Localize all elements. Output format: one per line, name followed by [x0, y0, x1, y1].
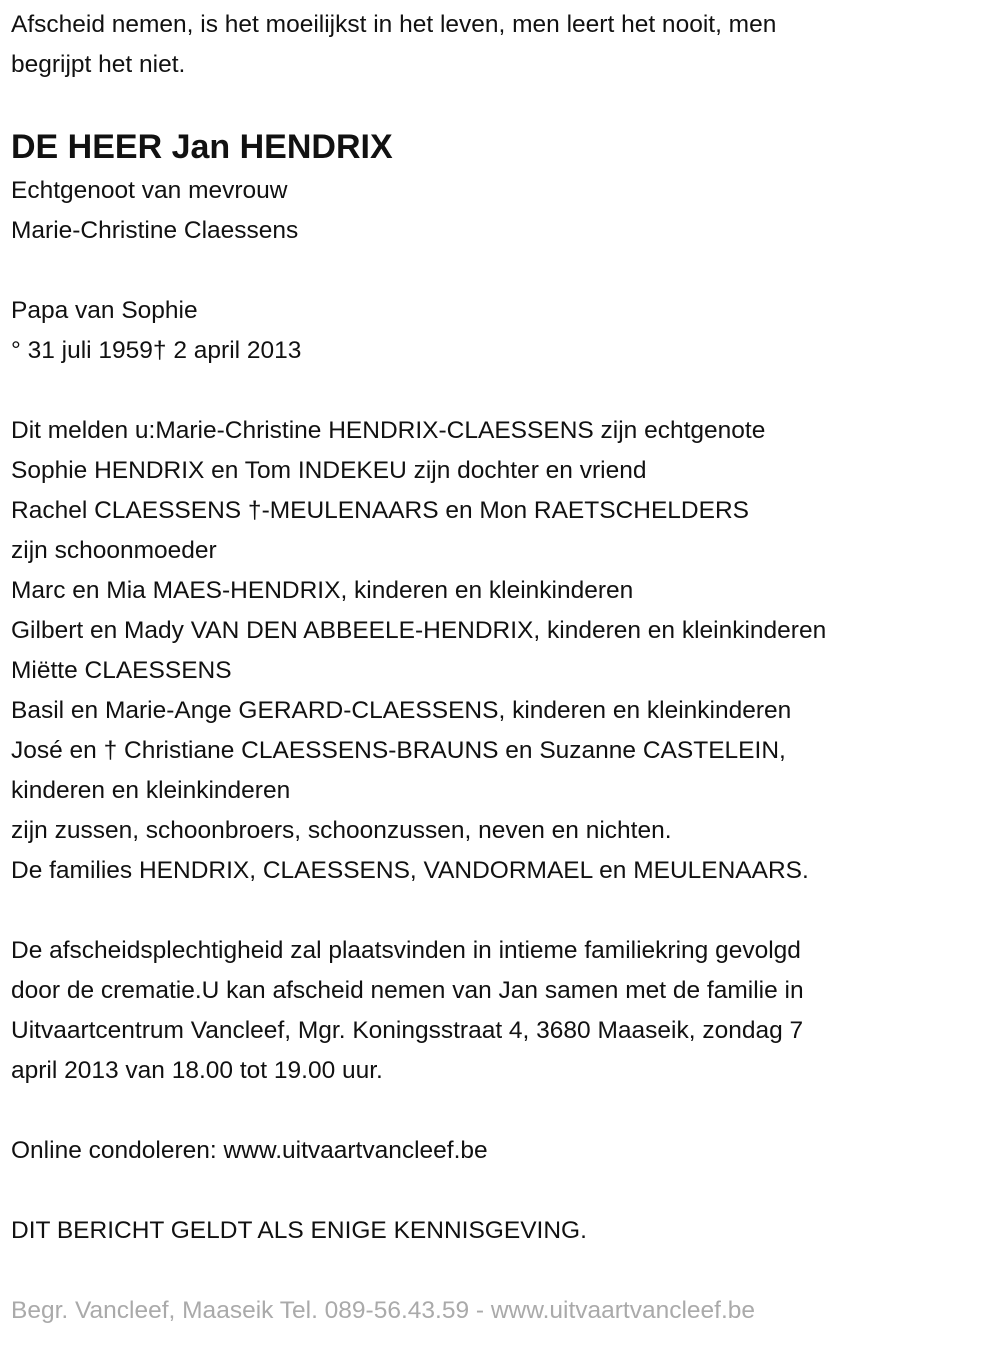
intro-line: begrijpt het niet. [11, 51, 186, 78]
family-line: Basil en Marie-Ange GERARD-CLAESSENS, kinderen en kleinkinderen [11, 697, 792, 724]
intro-line: Afscheid nemen, is het moeilijkst in het leven, men leert het nooit, men [11, 11, 777, 38]
family-line: Dit melden u:Marie-Christine HENDRIX-CLAESSENS zijn echtgenote [11, 417, 766, 444]
family-line: Sophie HENDRIX en Tom INDEKEU zijn dochter en vriend [11, 457, 647, 484]
ceremony-line: door de crematie.U kan afscheid nemen van Jan samen met de familie in [11, 977, 804, 1004]
family-line: Miëtte CLAESSENS [11, 657, 232, 684]
family-line: José en † Christiane CLAESSENS-BRAUNS en Suzanne CASTELEIN, [11, 737, 786, 764]
online-condolence-line: Online condoleren: www.uitvaartvancleef.be [11, 1137, 488, 1164]
spouse-line: Echtgenoot van mevrouw [11, 177, 288, 204]
family-line: Gilbert en Mady VAN DEN ABBEELE-HENDRIX, kinderen en kleinkinderen [11, 617, 827, 644]
parent-line: Papa van Sophie [11, 297, 198, 324]
ceremony-line: april 2013 van 18.00 tot 19.00 uur. [11, 1057, 383, 1084]
spouse-line: Marie-Christine Claessens [11, 217, 299, 244]
deceased-name-title: DE HEER Jan HENDRIX [11, 128, 393, 166]
footer-funeral-home: Begr. Vancleef, Maaseik Tel. 089-56.43.59 - www.uitvaartvancleef.be [11, 1297, 756, 1324]
family-line: Marc en Mia MAES-HENDRIX, kinderen en kleinkinderen [11, 577, 634, 604]
obituary-document [11, 5, 1000, 1331]
dates-line: ° 31 juli 1959† 2 april 2013 [11, 337, 302, 364]
family-line: kinderen en kleinkinderen [11, 777, 291, 804]
family-line: zijn zussen, schoonbroers, schoonzussen, neven en nichten. [11, 817, 672, 844]
ceremony-line: Uitvaartcentrum Vancleef, Mgr. Koningsstraat 4, 3680 Maaseik, zondag 7 [11, 1017, 804, 1044]
family-line: De families HENDRIX, CLAESSENS, VANDORMAEL en MEULENAARS. [11, 857, 809, 884]
notice-line: DIT BERICHT GELDT ALS ENIGE KENNISGEVING. [11, 1217, 587, 1244]
family-line: Rachel CLAESSENS †-MEULENAARS en Mon RAETSCHELDERS [11, 497, 749, 524]
ceremony-line: De afscheidsplechtigheid zal plaatsvinden in intieme familiekring gevolgd [11, 937, 801, 964]
family-line: zijn schoonmoeder [11, 537, 217, 564]
